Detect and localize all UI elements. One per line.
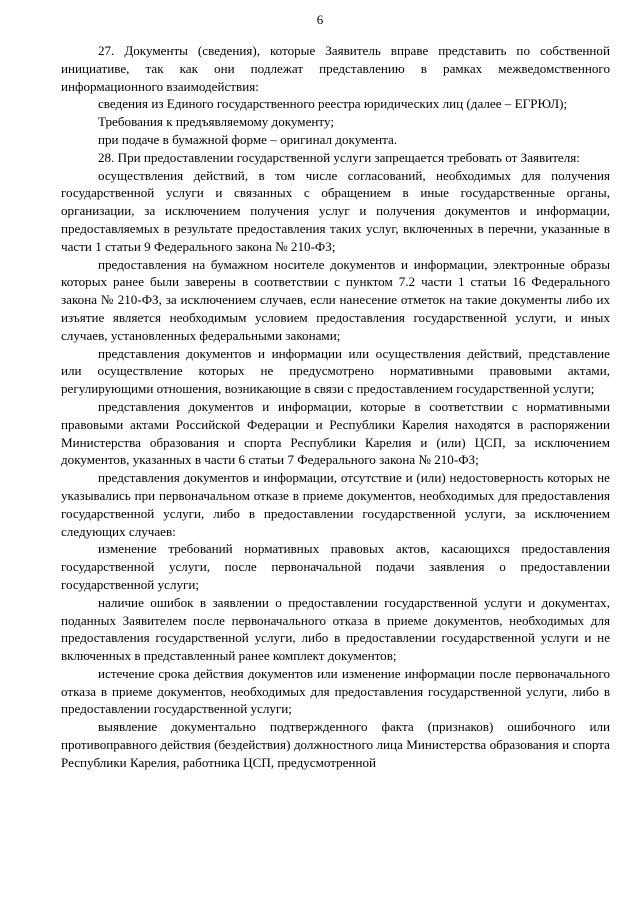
document-body: [61, 42, 610, 772]
paragraph-exception-errors: наличие ошибок в заявлении о предоставлении государственной услуги и документах, поданных Заявителем после первоначального отказа в приеме документов, необходимых для предоставления государственной услуги, либо в предоставлении государственной услуги и не включенных в представленный ранее комплект документов;: [61, 594, 610, 664]
paragraph-exception-requirements-change: изменение требований нормативных правовых актов, касающихся предоставления государственной услуги, после первоначальной подачи заявления о предоставлении государственной услуги;: [61, 541, 610, 592]
paragraph-27: 27. Документы (сведения), которые Заявитель вправе представить по собственной инициативе, так как они подлежат представлению в рамках межведомственного информационного взаимодействия:: [61, 43, 610, 94]
page-number: 6: [316, 12, 324, 27]
paragraph-documents-in-possession: представления документов и информации, которые в соответствии с нормативными правовыми актами Российской Федерации и Республики Карелия находятся в распоряжении Министерства образования и спорта Республики Карелия и (или) ЦСП, за исключением документов, указанных в части 6 статьи 7 Федерального закона № 210-ФЗ;: [61, 398, 610, 468]
paragraph-28: 28. При предоставлении государственной услуги запрещается требовать от Заявителя:: [98, 149, 580, 165]
paragraph-egrul-info: сведения из Единого государственного реестра юридических лиц (далее – ЕГРЮЛ);: [98, 96, 568, 112]
paragraph-exception-misconduct: выявление документально подтвержденного факта (признаков) ошибочного или противоправного действия (бездействия) должностного лица Министерства образования и спорта Республики Карелия, работника ЦСП, предусмотренной: [61, 719, 610, 770]
paragraph-paper-original: при подаче в бумажной форме – оригинал документа.: [98, 131, 398, 147]
paragraph-unregulated-documents: представления документов и информации или осуществления действий, представление или осуществление которых не предусмотрено нормативными правовыми актами, регулирующими отношения, возникающие в связи с предоставлением государственной услуги;: [61, 345, 610, 397]
paragraph-paper-documents: предоставления на бумажном носителе документов и информации, электронные образы которых ранее были заверены в соответствии с пунктом 7.2 части 1 статьи 16 Федерального закона № 210-ФЗ, за исключением случаев, если нанесение отметок на такие документы либо их изъятие является необходимым условием предоставления государственной услуги, и иных случаев, установленных федеральными законами;: [61, 256, 610, 343]
paragraph-exception-expiry: истечение срока действия документов или изменение информации после первоначального отказа в приеме документов, необходимых для предоставления государственной услуги, либо в предоставлении государственной услуги;: [61, 665, 610, 717]
paragraph-actions-approvals: осуществления действий, в том числе согласований, необходимых для получения государственной услуги и связанных с обращением в иные государственные органы, организации, за исключением получения услуг и получения документов и информации, предоставляемых в результате предоставления таких услуг, включенных в перечни, указанные в части 1 статьи 9 Федерального закона № 210-ФЗ;: [61, 167, 610, 254]
paragraph-unreported-deficiencies: представления документов и информации, отсутствие и (или) недостоверность которых не указывались при первоначальном отказе в приеме документов, необходимых для предоставления государственной услуги, либо в предоставлении государственной услуги, за исключением следующих случаев:: [61, 470, 610, 539]
paragraph-document-requirements: Требования к предъявляемому документу;: [98, 114, 334, 130]
